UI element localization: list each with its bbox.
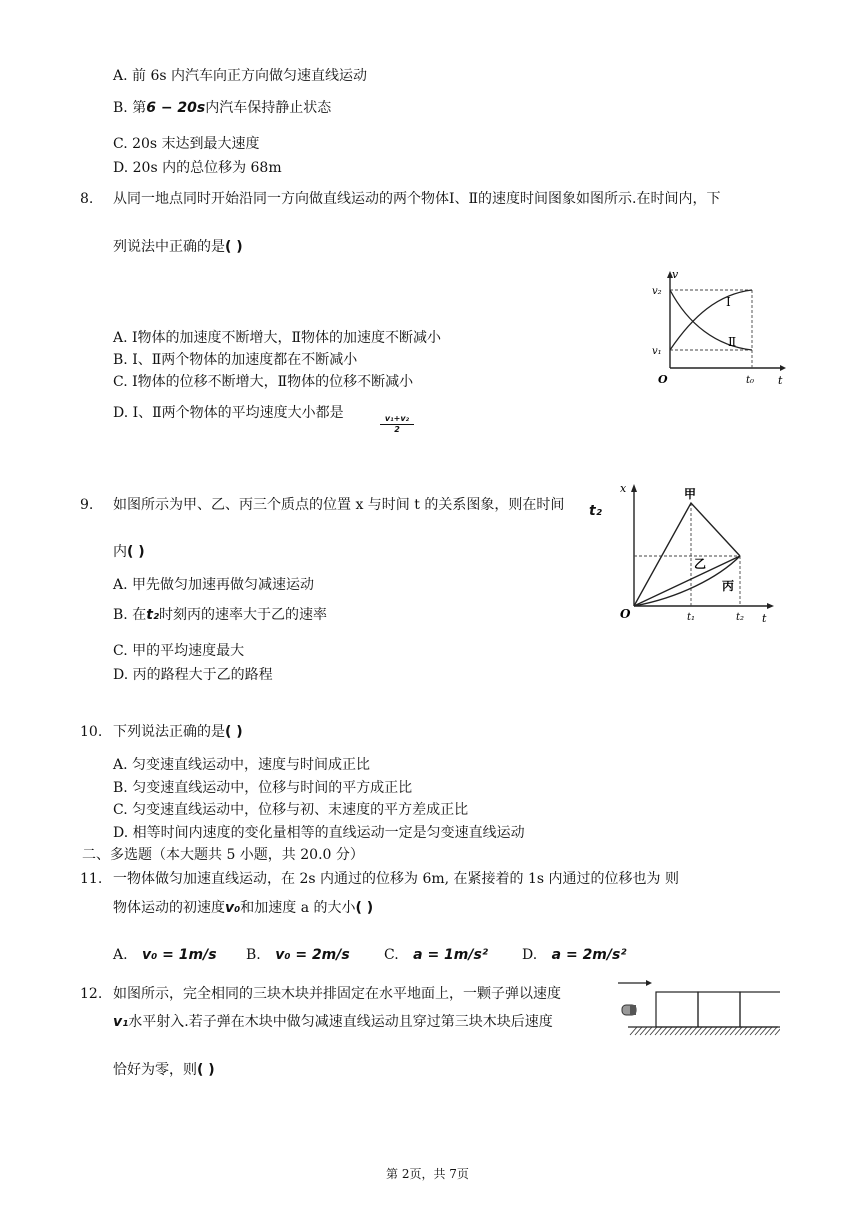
q11-option-b-label: B. <box>246 947 261 963</box>
q8-t0-label: t₀ <box>746 375 755 386</box>
q8-v2-label: v₂ <box>652 286 662 297</box>
q9-option-b-prefix: B. 在 <box>113 607 147 623</box>
q8-option-a: A. Ⅰ物体的加速度不断增大，Ⅱ物体的加速度不断减小 <box>113 330 442 346</box>
q9-stem-line1: 如图所示为甲、乙、丙三个质点的位置 x 与时间 t 的关系图象，则在时间 <box>113 497 565 513</box>
q11-option-d-label: D. <box>522 947 538 963</box>
q7-option-c: C. 20s 末达到最大速度 <box>113 136 260 152</box>
q9-option-b-suffix: 时刻丙的速率大于乙的速率 <box>159 607 328 623</box>
q9-option-b <box>113 606 327 624</box>
q9-option-d: D. 丙的路程大于乙的路程 <box>113 667 273 683</box>
q8-fraction-numerator: v₁+v₂ <box>380 414 414 425</box>
q8-curve-2 <box>670 290 752 350</box>
q12-bullet-blocks-diagram <box>614 975 780 1043</box>
q8-option-b: B. Ⅰ、Ⅱ两个物体的加速度都在不断减小 <box>113 352 358 368</box>
q8-curve-2-label: Ⅱ <box>728 335 737 349</box>
q9-x-label: t <box>762 612 767 625</box>
q8-number: 8. <box>80 191 94 207</box>
q12-stem-line2-text: 水平射入.若子弹在木块中做匀减速直线运动且穿过第三块木块后速度 <box>128 1014 553 1030</box>
q11-option-a-label: A. <box>113 947 128 963</box>
q9-stem-line2 <box>113 543 145 561</box>
q8-option-c: C. Ⅰ物体的位移不断增大，Ⅱ物体的位移不断减小 <box>113 374 414 390</box>
q10-number: 10. <box>80 724 103 740</box>
q9-x-arrow <box>767 603 774 609</box>
q8-option-d-fraction <box>380 414 414 435</box>
q8-origin-label: O <box>658 373 668 386</box>
q7-option-a: A. 前 6s 内汽车向正方向做匀速直线运动 <box>113 68 368 84</box>
q7-option-b-math: 6 − 20s <box>146 100 206 116</box>
q8-stem-line1: 从同一地点同时开始沿同一方向做直线运动的两个物体Ⅰ、Ⅱ的速度时间图象如图所示.在时间内，下 <box>113 191 721 207</box>
q8-y-label: v <box>672 268 679 281</box>
q10-option-a: A. 匀变速直线运动中，速度与时间成正比 <box>113 757 371 773</box>
q10-option-c: C. 匀变速直线运动中，位移与初、末速度的平方差成正比 <box>113 802 469 818</box>
q9-label-jia: 甲 <box>684 487 697 501</box>
q9-t2-label: t₂ <box>736 612 745 623</box>
q11-option-c-label: C. <box>384 947 399 963</box>
q10-option-d: D. 相等时间内速度的变化量相等的直线运动一定是匀变速直线运动 <box>113 825 525 841</box>
q9-label-bing: 丙 <box>722 579 735 593</box>
q8-stem-line2 <box>113 238 243 256</box>
q10-answer-paren: ( ) <box>225 724 243 740</box>
q11-answer-paren: ( ) <box>355 900 374 916</box>
section-title-multiple-choice: 二、多选题（本大题共 5 小题，共 20.0 分） <box>82 847 364 863</box>
q9-stem-text: 内 <box>113 544 127 560</box>
q12-stem-line3-text: 恰好为零，则 <box>113 1062 197 1078</box>
q11-option-b <box>246 946 350 964</box>
q10-option-b: B. 匀变速直线运动中，位移与时间的平方成正比 <box>113 780 413 796</box>
q10-stem-text: 下列说法正确的是 <box>113 724 225 740</box>
q12-stem-line2 <box>113 1013 553 1031</box>
q12-block-3 <box>740 992 780 1027</box>
q9-label-yi: 乙 <box>694 557 707 571</box>
q11-stem-v0: v₀ <box>225 900 241 916</box>
q8-curve-1-label: Ⅰ <box>726 295 731 309</box>
q8-x-arrow <box>780 365 786 371</box>
q11-number: 11. <box>80 871 103 887</box>
q7-option-b-suffix: 内汽车保持静止状态 <box>205 100 332 116</box>
q11-option-d-math: a = 2m/s² <box>551 947 627 963</box>
q11-option-d <box>522 946 626 964</box>
q8-fraction-denominator: 2 <box>394 425 400 434</box>
q12-number: 12. <box>80 986 103 1002</box>
q9-option-b-t2: t₂ <box>146 607 160 623</box>
q8-option-d: D. Ⅰ、Ⅱ两个物体的平均速度大小都是 <box>113 405 344 421</box>
q9-y-arrow <box>631 484 637 492</box>
q9-option-a: A. 甲先做匀加速再做匀减速运动 <box>113 577 315 593</box>
q9-origin-label: O <box>620 607 631 621</box>
q8-v1-label: v₁ <box>652 346 662 357</box>
q7-option-d: D. 20s 内的总位移为 68m <box>113 160 282 176</box>
q9-t1-label: t₁ <box>687 612 696 623</box>
q11-stem-line1: 一物体做匀加速直线运动，在 2s 内通过的位移为 6m, 在紧接着的 1s 内通过的位移也为 则 <box>113 871 679 887</box>
q10-stem <box>113 723 243 741</box>
q9-answer-paren: ( ) <box>127 544 145 560</box>
q11-option-c <box>384 946 488 964</box>
q8-velocity-time-graph <box>648 268 788 390</box>
q12-stem-line3 <box>113 1061 215 1079</box>
q12-block-1 <box>656 992 698 1027</box>
q7-option-b <box>113 99 331 117</box>
q12-stem-line1: 如图所示，完全相同的三块木块并排固定在水平地面上，一颗子弹以速度 <box>113 986 561 1002</box>
q9-stem-t2: t₂ <box>589 503 602 519</box>
q11-option-a-math: v₀ = 1m/s <box>142 947 217 963</box>
q12-block-2 <box>698 992 740 1027</box>
q9-option-c: C. 甲的平均速度最大 <box>113 643 245 659</box>
q11-stem-line2 <box>113 899 373 917</box>
q8-curve-1 <box>670 290 752 350</box>
q12-answer-paren: ( ) <box>197 1062 215 1078</box>
q12-velocity-arrowhead <box>646 980 652 986</box>
q9-y-label: x <box>620 482 627 495</box>
q8-answer-paren: ( ) <box>225 239 243 255</box>
q11-option-c-math: a = 1m/s² <box>413 947 488 963</box>
page-footer: 第 2页，共 7页 <box>386 1167 469 1181</box>
q11-stem-pre: 物体运动的初速度 <box>113 900 225 916</box>
q11-option-b-math: v₀ = 2m/s <box>275 947 350 963</box>
q12-bullet-tail <box>630 1005 636 1015</box>
q9-number: 9. <box>80 497 94 513</box>
q8-stem-text: 列说法中正确的是 <box>113 239 225 255</box>
q7-option-b-prefix: B. 第 <box>113 100 147 116</box>
q9-position-time-graph <box>618 478 778 628</box>
q8-x-label: t <box>778 374 783 387</box>
q11-option-a <box>113 946 217 964</box>
q11-stem-post: 和加速度 a 的大小 <box>240 900 356 916</box>
q12-stem-v1: v₁ <box>113 1014 129 1030</box>
